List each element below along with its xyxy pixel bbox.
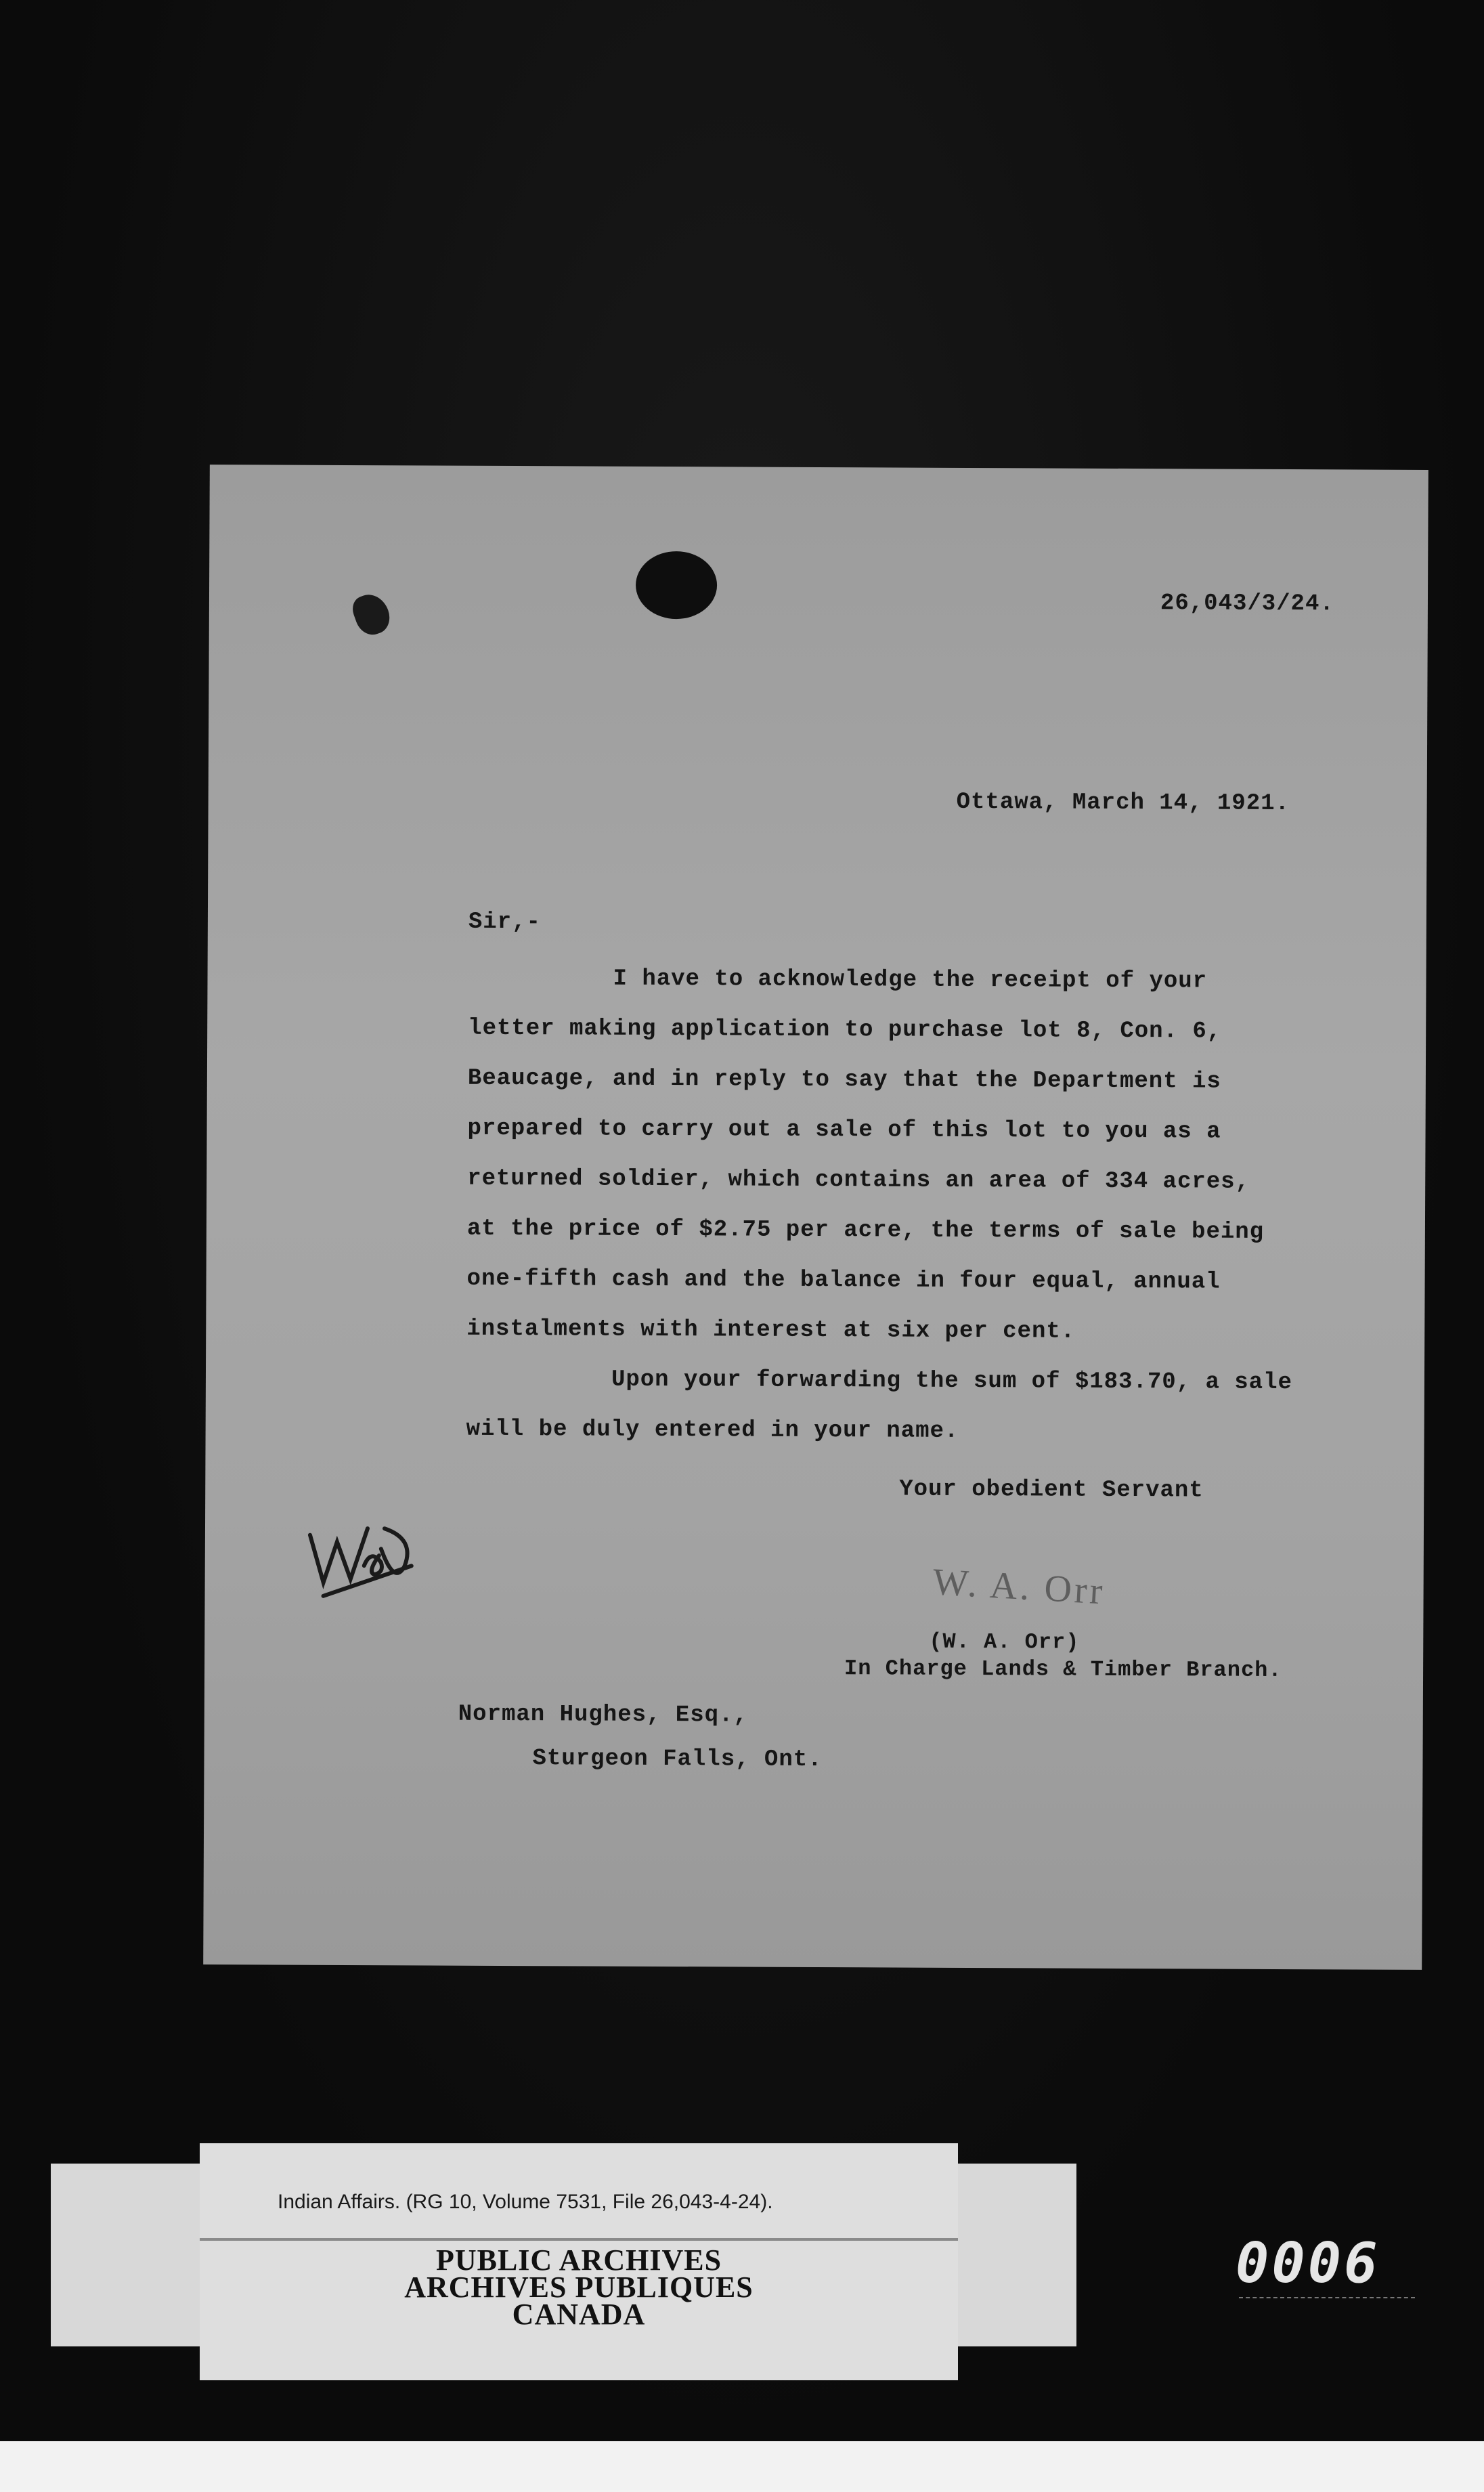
body-line: returned soldier, which contains an area of 334 acres, bbox=[467, 1165, 1250, 1195]
dateline: Ottawa, March 14, 1921. bbox=[956, 789, 1290, 817]
recipient-place: Sturgeon Falls, Ont. bbox=[532, 1746, 823, 1774]
salutation: Sir,- bbox=[468, 909, 542, 936]
hole-punch bbox=[636, 551, 717, 620]
signatory-title: In Charge Lands & Timber Branch. bbox=[844, 1656, 1282, 1683]
body-line: prepared to carry out a sale of this lot to you as a bbox=[467, 1115, 1221, 1145]
archive-reference: Indian Affairs. (RG 10, Volume 7531, File 26,043-4-24). bbox=[278, 2191, 773, 2213]
frame-number: 0006 bbox=[1236, 2231, 1380, 2296]
letter-page bbox=[203, 465, 1428, 1970]
archive-line-3: CANADA bbox=[512, 2298, 646, 2331]
body-line: letter making application to purchase lot 8, Con. 6, bbox=[468, 1015, 1222, 1045]
body-line: one-fifth cash and the balance in four equal, annual bbox=[466, 1266, 1221, 1295]
letter-body bbox=[466, 953, 1294, 1458]
archive-line-2: ARCHIVES PUBLIQUES bbox=[404, 2271, 754, 2304]
handwritten-initials bbox=[303, 1501, 419, 1604]
film-edge bbox=[0, 2441, 1484, 2492]
label-divider bbox=[200, 2238, 958, 2241]
signature-stamp: W. A. Orr bbox=[932, 1561, 1106, 1613]
recipient-name: Norman Hughes, Esq., bbox=[458, 1701, 748, 1729]
body-line: I have to acknowledge the receipt of your bbox=[468, 965, 1208, 995]
frame-ticks bbox=[1239, 2297, 1415, 2302]
body-line: Beaucage, and in reply to say that the Department is bbox=[467, 1065, 1221, 1095]
body-line: Upon your forwarding the sum of $183.70, a sale bbox=[466, 1366, 1293, 1396]
body-line: will be duly entered in your name. bbox=[466, 1416, 959, 1444]
archive-stamp bbox=[376, 2243, 782, 2331]
body-line: instalments with interest at six per cent. bbox=[466, 1316, 1076, 1345]
archive-line-1: PUBLIC ARCHIVES bbox=[435, 2243, 722, 2277]
body-line: at the price of $2.75 per acre, the terms of sale being bbox=[466, 1216, 1265, 1245]
tear-mark bbox=[349, 589, 394, 639]
signatory-name: (W. A. Orr) bbox=[929, 1629, 1080, 1655]
file-reference: 26,043/3/24. bbox=[1160, 590, 1334, 618]
closing: Your obedient Servant bbox=[899, 1476, 1204, 1504]
